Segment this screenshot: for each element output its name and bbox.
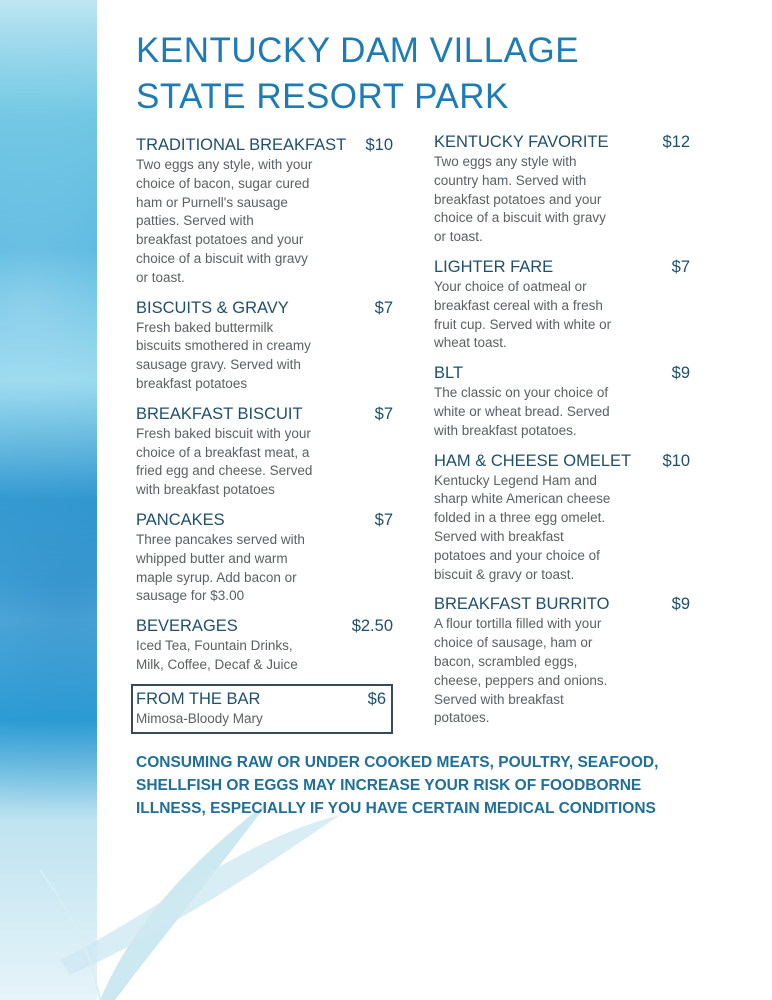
description-line: Fresh baked biscuit with your — [136, 425, 311, 441]
menu-item — [131, 684, 393, 734]
description-line: Served with breakfast — [434, 528, 564, 544]
description-line: fried egg and cheese. Served — [136, 463, 313, 479]
menu-item-price: $7 — [374, 510, 393, 529]
description-line: white or wheat bread. Served — [434, 403, 610, 419]
description-line: Two eggs any style with — [434, 154, 577, 169]
menu-item-description — [136, 710, 386, 729]
menu-item — [434, 593, 690, 728]
menu-item-header — [136, 615, 393, 637]
menu-item-description — [136, 319, 393, 394]
description-line: The classic on your choice of — [434, 385, 609, 401]
description-line: Milk, Coffee, Decaf & Juice — [136, 656, 298, 672]
description-line: biscuit & gravy or toast. — [434, 566, 575, 582]
description-line: folded in a three egg omelet. — [434, 510, 606, 526]
description-line: wheat toast. — [434, 335, 507, 351]
description-line: Mimosa-Bloody Mary — [136, 710, 263, 726]
menu-column-right — [434, 131, 690, 737]
description-line: whipped butter and warm — [136, 550, 288, 566]
menu-item-name: BREAKFAST BURRITO — [434, 595, 610, 614]
title-line-1: KENTUCKY DAM VILLAGE — [136, 31, 580, 70]
description-line: biscuits smothered in creamy — [136, 338, 311, 354]
description-line: sausage gravy. Served with — [136, 357, 301, 373]
description-line: breakfast cereal with a fresh — [434, 297, 603, 313]
description-line: bacon, scrambled eggs, — [434, 653, 578, 669]
menu-item-price: $6 — [367, 689, 386, 708]
description-line: country ham. Served with — [434, 172, 587, 188]
menu-item-description — [136, 156, 393, 288]
description-line: sharp white American cheese — [434, 491, 611, 507]
description-line: or toast. — [434, 229, 483, 245]
menu-item-name: HAM & CHEESE OMELET — [434, 451, 632, 470]
warning-line: ILLNESS, ESPECIALLY IF YOU HAVE CERTAIN MEDICAL CONDITIONS — [136, 800, 656, 817]
description-line: Iced Tea, Fountain Drinks, — [136, 638, 293, 654]
menu-item-name: BREAKFAST BISCUIT — [136, 404, 303, 423]
description-line: choice of sausage, ham or — [434, 635, 593, 651]
menu-item — [434, 131, 690, 247]
menu-item-description — [434, 278, 690, 353]
description-line: Your choice of oatmeal or — [434, 278, 587, 294]
menu-item-price: $7 — [671, 257, 690, 276]
menu-item-name: BISCUITS & GRAVY — [136, 298, 289, 317]
description-line: potatoes. — [434, 710, 490, 726]
menu-item-name: FROM THE BAR — [136, 689, 261, 708]
description-line: or toast. — [136, 269, 185, 285]
menu-item-header — [136, 688, 386, 710]
menu-item-header — [136, 134, 393, 156]
description-line: potatoes and your choice of — [434, 547, 600, 563]
menu-item-name: KENTUCKY FAVORITE — [434, 133, 609, 151]
menu-item — [136, 615, 393, 675]
menu-item-description — [136, 425, 393, 500]
menu-item — [136, 509, 393, 606]
description-line: A flour tortilla filled with your — [434, 616, 602, 632]
menu-item-price: $12 — [662, 133, 690, 151]
title-line-2: STATE RESORT PARK — [136, 77, 509, 116]
menu-item — [136, 403, 393, 500]
menu-item-name: BLT — [434, 364, 464, 383]
menu-item-price: $2.50 — [351, 617, 393, 636]
description-line: choice of bacon, sugar cured — [136, 175, 310, 191]
menu-item-price: $9 — [671, 364, 690, 383]
description-line: maple syrup. Add bacon or — [136, 569, 297, 585]
description-line: cheese, peppers and onions. — [434, 672, 608, 688]
page-title — [136, 28, 579, 120]
description-line: with breakfast potatoes — [136, 482, 275, 498]
description-line: Kentucky Legend Ham and — [434, 472, 597, 488]
menu-item — [434, 256, 690, 353]
menu-item — [434, 362, 690, 440]
menu-item-name: TRADITIONAL BREAKFAST — [136, 136, 347, 154]
menu-item-name: BEVERAGES — [136, 617, 238, 636]
description-line: Two eggs any style, with your — [136, 157, 313, 172]
menu-item-price: $7 — [374, 298, 393, 317]
menu-item-name: LIGHTER FARE — [434, 257, 554, 276]
menu-item-description — [434, 615, 690, 728]
menu-item-header — [434, 362, 690, 384]
menu-item-price: $10 — [365, 136, 393, 154]
description-line: sausage for $3.00 — [136, 588, 245, 604]
description-line: breakfast potatoes and your — [136, 232, 304, 248]
menu-item-price: $7 — [374, 404, 393, 423]
description-line: Fresh baked buttermilk — [136, 319, 274, 335]
menu-item-description — [434, 472, 690, 585]
description-line: with breakfast potatoes. — [434, 422, 577, 438]
menu-item — [136, 297, 393, 394]
menu-item-name: PANCAKES — [136, 510, 225, 529]
description-line: choice of a biscuit with gravy — [434, 210, 606, 226]
warning-line: SHELLFISH OR EGGS MAY INCREASE YOUR RISK OF FOODBORNE — [136, 777, 642, 794]
menu-item-header — [136, 297, 393, 319]
description-line: choice of a biscuit with gravy — [136, 250, 308, 266]
description-line: fruit cup. Served with white or — [434, 316, 612, 332]
menu-item-description — [434, 153, 690, 247]
warning-line: CONSUMING RAW OR UNDER COOKED MEATS, POULTRY, SEAFOOD, — [136, 754, 659, 771]
menu-item-header — [136, 509, 393, 531]
menu-item — [434, 450, 690, 585]
description-line: patties. Served with — [136, 213, 254, 229]
description-line: breakfast potatoes — [136, 375, 248, 391]
description-line: Served with breakfast — [434, 691, 564, 707]
menu-item-price: $9 — [671, 595, 690, 614]
menu-item-description — [136, 637, 393, 675]
menu-item-description — [434, 384, 690, 440]
menu-item-header — [434, 450, 690, 472]
menu-item-header — [434, 256, 690, 278]
menu-item-header — [434, 593, 690, 615]
description-line: breakfast potatoes and your — [434, 191, 602, 207]
description-line: ham or Purnell's sausage — [136, 194, 288, 210]
menu-item-header — [136, 403, 393, 425]
menu-item-header — [434, 131, 690, 153]
menu-item — [136, 134, 393, 288]
menu-item-price: $10 — [662, 451, 690, 470]
description-line: Three pancakes served with — [136, 531, 305, 547]
food-safety-warning — [136, 751, 658, 820]
menu-column-left — [136, 134, 393, 743]
menu-item-description — [136, 531, 393, 606]
description-line: choice of a breakfast meat, a — [136, 444, 310, 460]
